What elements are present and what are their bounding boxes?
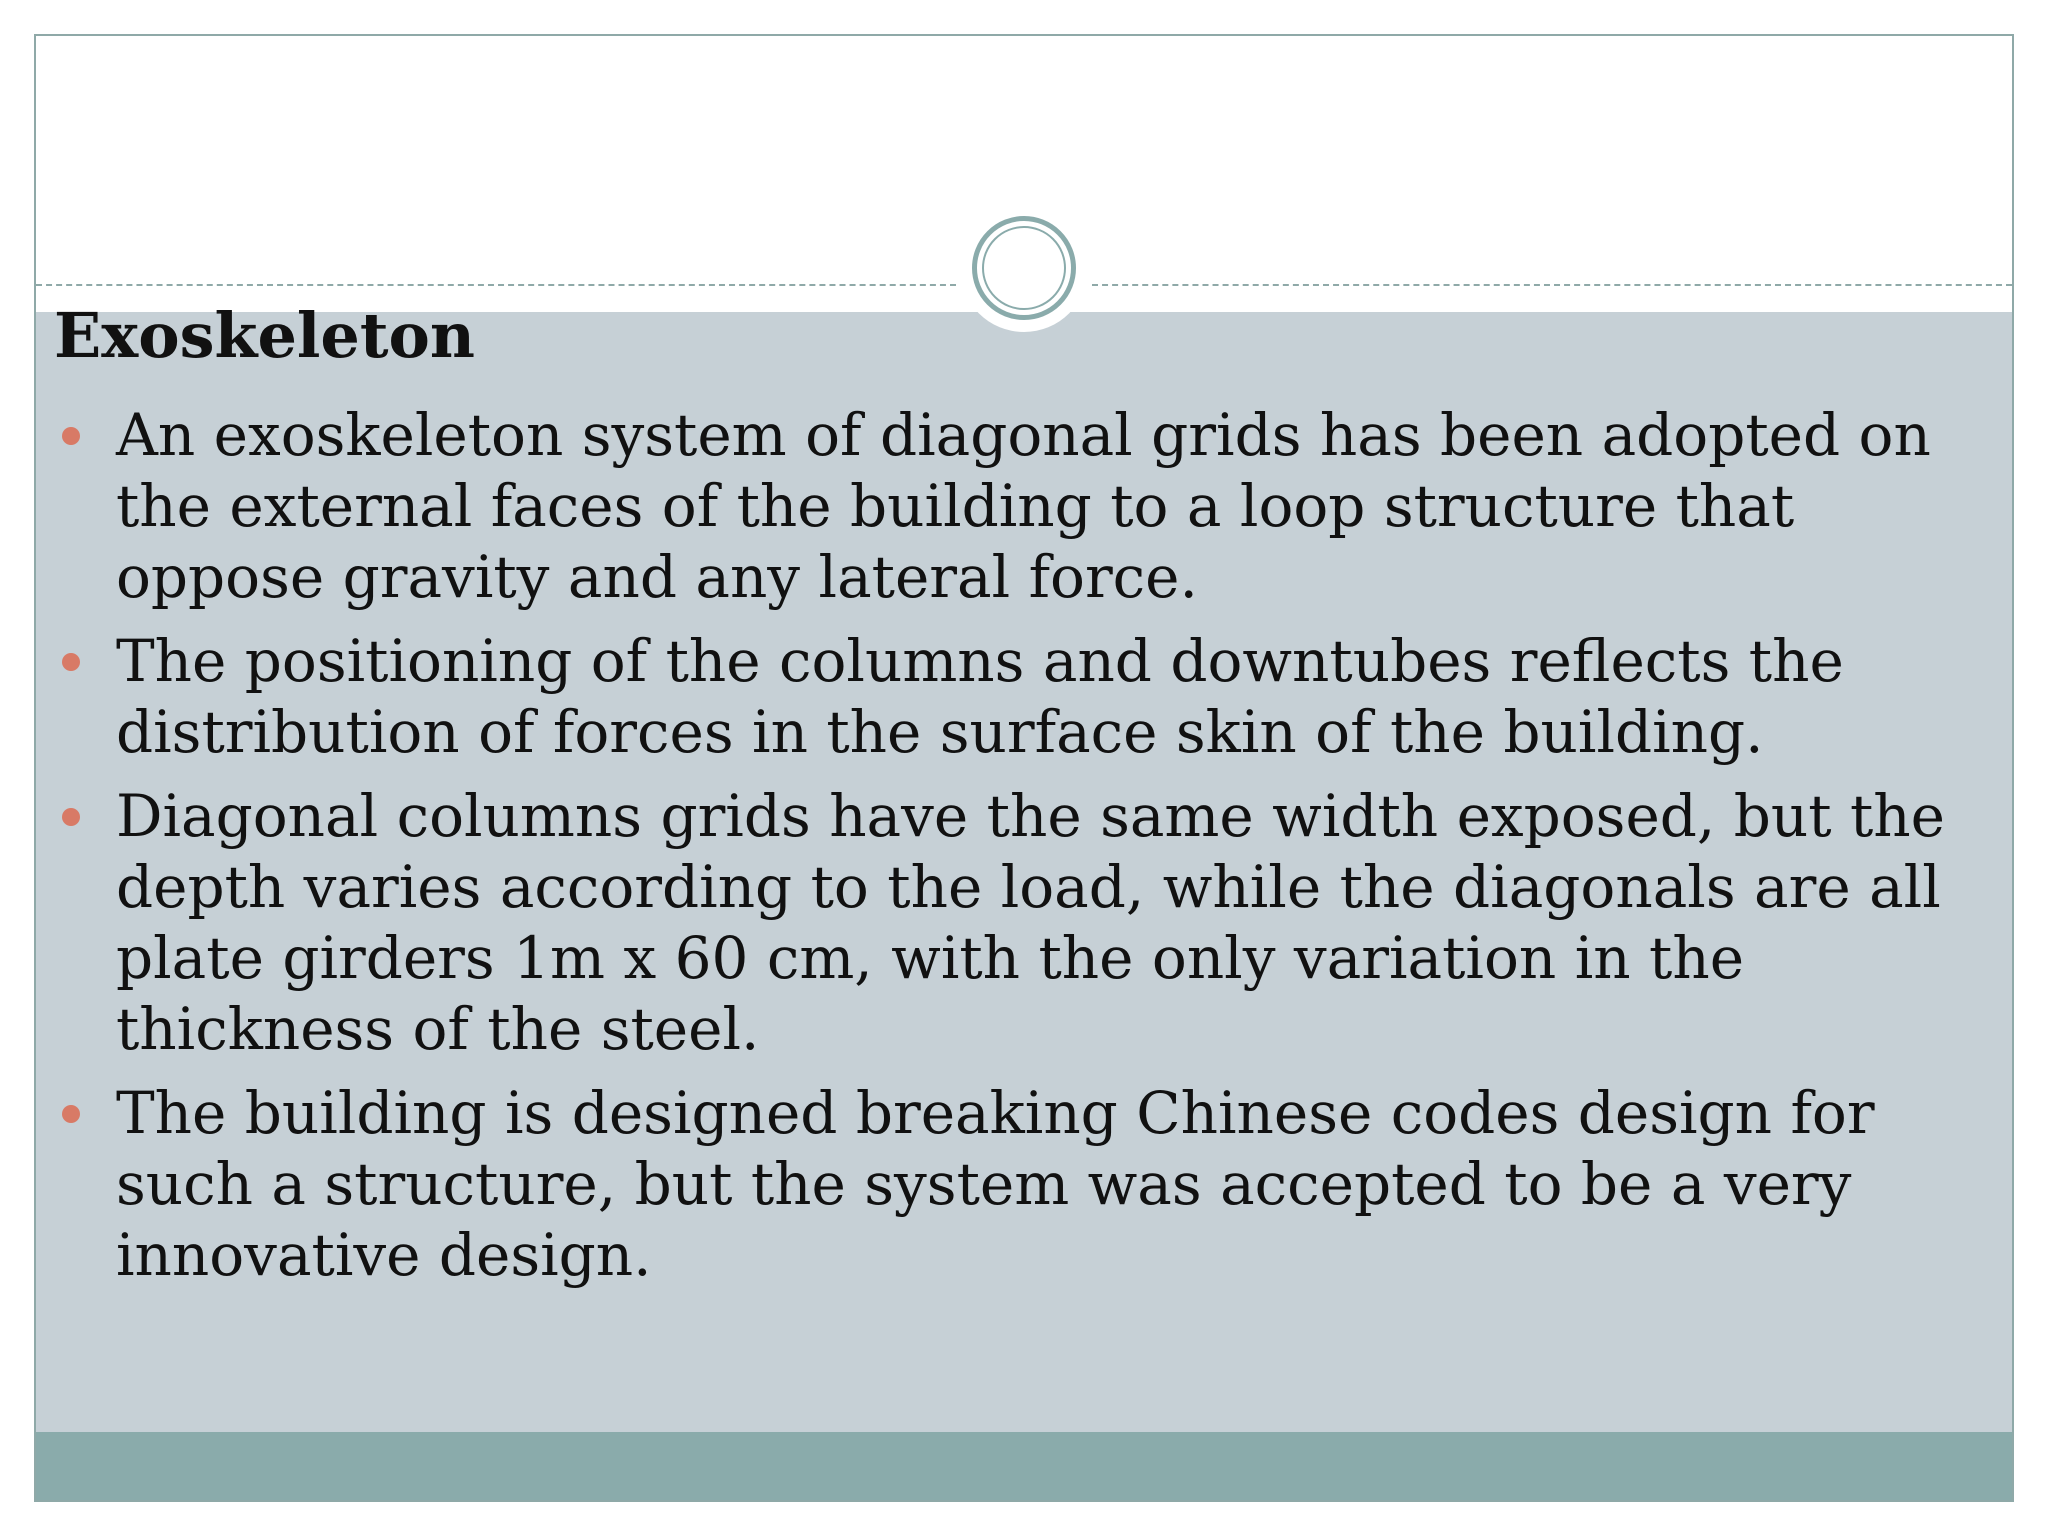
bullet-dot-icon [62, 1105, 80, 1123]
bullet-text: Diagonal columns grids have the same width exposed, but the depth varies according to the load, while the diagonals are all plate girders 1m x 60 cm, with the only variation in the thickness of the steel. [116, 782, 1945, 1063]
circle-ornament-inner [982, 226, 1066, 310]
slide-title: Exoskeleton [54, 299, 475, 372]
bullet-text: The building is designed breaking Chinese codes design for such a structure, but the system was accepted to be a very innovative design. [116, 1079, 1875, 1289]
bullet-dot-icon [62, 427, 80, 445]
bullet-item [54, 400, 1954, 613]
bullet-item [54, 626, 1954, 768]
circle-ornament-icon [972, 216, 1076, 320]
bullet-list [54, 400, 1954, 1304]
header-divider-left [36, 284, 956, 286]
bullet-dot-icon [62, 808, 80, 826]
bullet-item [54, 781, 1954, 1065]
slide-footer-bar [36, 1432, 2012, 1502]
bullet-text: An exoskeleton system of diagonal grids has been adopted on the external faces of the building to a loop structure that oppose gravity and any lateral force. [116, 401, 1931, 611]
bullet-item [54, 1078, 1954, 1291]
bullet-text: The positioning of the columns and downtubes reflects the distribution of forces in the surface skin of the building. [116, 627, 1844, 766]
bullet-dot-icon [62, 653, 80, 671]
header-divider-right [1092, 284, 2012, 286]
